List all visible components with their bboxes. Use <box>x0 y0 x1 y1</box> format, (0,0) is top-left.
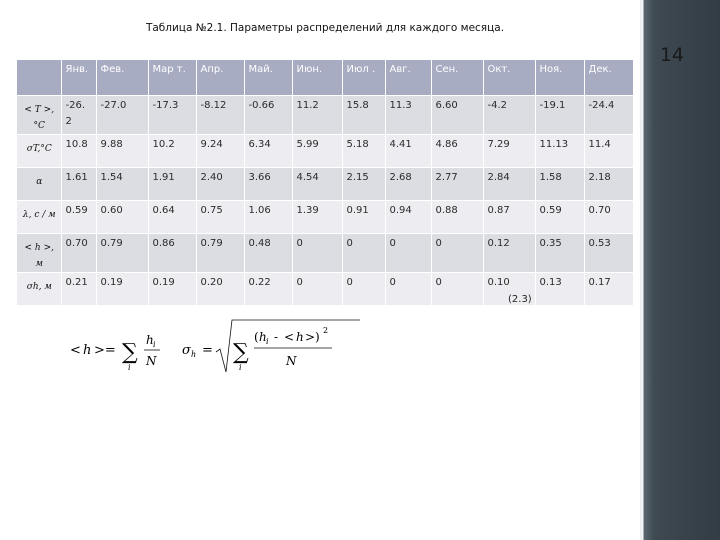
parameters-table <box>17 60 634 306</box>
table-cell: 11.3 <box>385 96 431 135</box>
equation-number: (2.3) <box>508 294 532 305</box>
svg-text:N: N <box>286 354 297 368</box>
table-cell: 0.21 <box>61 273 96 306</box>
table-cell: 0.88 <box>431 201 483 234</box>
table-cell: 2.18 <box>584 168 633 201</box>
mean-h-formula <box>70 333 160 372</box>
table-cell: 0.59 <box>61 201 96 234</box>
table-cell: 0.60 <box>96 201 148 234</box>
table-cell: 0.64 <box>148 201 196 234</box>
table-cell: 0.19 <box>96 273 148 306</box>
header-month-cell: Май. <box>244 60 292 96</box>
table-row <box>17 201 633 234</box>
header-month-cell: Сен. <box>431 60 483 96</box>
table-cell: -8.12 <box>196 96 244 135</box>
table-cell: 9.24 <box>196 135 244 168</box>
table-cell: 0.91 <box>342 201 385 234</box>
header-month-cell: Авг. <box>385 60 431 96</box>
header-month-cell: Окт. <box>483 60 535 96</box>
table-cell: 10.2 <box>148 135 196 168</box>
table-row <box>17 234 633 273</box>
table-cell: -4.2 <box>483 96 535 135</box>
row-parameter-label: σT,°C <box>17 135 61 168</box>
table-cell: -24.4 <box>584 96 633 135</box>
table-cell: 11.13 <box>535 135 584 168</box>
svg-text:∑: ∑ <box>122 340 138 365</box>
table-cell: 0 <box>292 234 342 273</box>
table-cell: 11.4 <box>584 135 633 168</box>
table-cell: -17.3 <box>148 96 196 135</box>
table-caption: Таблица №2.1. Параметры распределений для каждого месяца. <box>145 22 505 34</box>
table-cell: 4.86 <box>431 135 483 168</box>
table-row <box>17 168 633 201</box>
formula-2-3 <box>70 318 370 378</box>
table-header-row <box>17 60 633 96</box>
svg-text:-: - <box>274 330 279 344</box>
table-cell: 0.22 <box>244 273 292 306</box>
table-cell: -26. 2 <box>61 96 96 135</box>
svg-text:>): >) <box>305 330 320 344</box>
table-cell: 1.61 <box>61 168 96 201</box>
row-parameter-label: λ, с / м <box>17 201 61 234</box>
svg-text:<: < <box>284 330 295 344</box>
svg-text:h: h <box>83 343 92 358</box>
table-cell: 0.59 <box>535 201 584 234</box>
header-month-cell: Мар т. <box>148 60 196 96</box>
decorative-side-panel <box>640 0 720 540</box>
table-cell: 4.41 <box>385 135 431 168</box>
table-cell: 4.54 <box>292 168 342 201</box>
table-cell: 0.79 <box>196 234 244 273</box>
table-cell: 0 <box>431 273 483 306</box>
svg-text:i: i <box>239 363 242 372</box>
page-number: 14 <box>659 44 684 66</box>
row-parameter-label: < T >,°C <box>17 96 61 135</box>
table-cell: -27.0 <box>96 96 148 135</box>
table-cell: 0.75 <box>196 201 244 234</box>
table-cell: 6.34 <box>244 135 292 168</box>
svg-text:(: ( <box>254 330 259 344</box>
table-cell: 0.79 <box>96 234 148 273</box>
svg-text:<: < <box>70 343 81 358</box>
table-cell: 0.12 <box>483 234 535 273</box>
table-cell: 1.06 <box>244 201 292 234</box>
svg-text:h: h <box>191 350 197 359</box>
table-cell: 0.87 <box>483 201 535 234</box>
header-corner-cell <box>17 60 61 96</box>
table-cell: 0.10 <box>483 273 535 306</box>
header-month-cell: Фев. <box>96 60 148 96</box>
table-cell: 0 <box>292 273 342 306</box>
svg-text:i: i <box>153 340 156 349</box>
table-cell: 1.39 <box>292 201 342 234</box>
svg-text:N: N <box>146 354 157 368</box>
table-row <box>17 96 633 135</box>
table-cell: 6.60 <box>431 96 483 135</box>
table-cell: 2.77 <box>431 168 483 201</box>
table-cell: 0 <box>342 234 385 273</box>
table-cell: 0.70 <box>61 234 96 273</box>
table-cell: 0 <box>385 234 431 273</box>
table-cell: 3.66 <box>244 168 292 201</box>
table-row <box>17 273 633 306</box>
table-cell: 5.18 <box>342 135 385 168</box>
row-parameter-label: α <box>17 168 61 201</box>
table-row <box>17 135 633 168</box>
header-month-cell: Янв. <box>61 60 96 96</box>
svg-text:i: i <box>128 363 131 372</box>
table-cell: 0.20 <box>196 273 244 306</box>
table-cell: 0.13 <box>535 273 584 306</box>
svg-text:i: i <box>266 337 269 346</box>
table-cell: -0.66 <box>244 96 292 135</box>
header-month-cell: Апр. <box>196 60 244 96</box>
table-cell: 0.53 <box>584 234 633 273</box>
table-cell: 0.94 <box>385 201 431 234</box>
svg-text:2: 2 <box>323 326 329 335</box>
svg-text:h: h <box>259 330 267 344</box>
svg-text:∑: ∑ <box>233 340 249 365</box>
table-cell: 11.2 <box>292 96 342 135</box>
table-cell: 2.68 <box>385 168 431 201</box>
table-cell: 0 <box>385 273 431 306</box>
table-cell: 7.29 <box>483 135 535 168</box>
table-cell: 9.88 <box>96 135 148 168</box>
table-cell: 5.99 <box>292 135 342 168</box>
table-cell: 0.70 <box>584 201 633 234</box>
svg-text:h: h <box>146 333 154 347</box>
sigma-h-formula <box>182 320 360 372</box>
svg-text:>=: >= <box>94 343 116 358</box>
table-cell: -19.1 <box>535 96 584 135</box>
table-cell: 0.17 <box>584 273 633 306</box>
table-cell: 2.84 <box>483 168 535 201</box>
table-cell: 1.58 <box>535 168 584 201</box>
header-month-cell: Июл . <box>342 60 385 96</box>
header-month-cell: Июн. <box>292 60 342 96</box>
table-cell: 2.40 <box>196 168 244 201</box>
table-cell: 0.86 <box>148 234 196 273</box>
svg-text:=: = <box>202 343 213 358</box>
svg-text:h: h <box>296 330 304 344</box>
table-cell: 0.48 <box>244 234 292 273</box>
table-cell: 0.19 <box>148 273 196 306</box>
table-cell: 1.54 <box>96 168 148 201</box>
row-parameter-label: < h >, м <box>17 234 61 273</box>
table-cell: 0.35 <box>535 234 584 273</box>
header-month-cell: Дек. <box>584 60 633 96</box>
table-cell: 2.15 <box>342 168 385 201</box>
table-cell: 10.8 <box>61 135 96 168</box>
table-cell: 0 <box>431 234 483 273</box>
table-cell: 1.91 <box>148 168 196 201</box>
header-month-cell: Ноя. <box>535 60 584 96</box>
row-parameter-label: σh, м <box>17 273 61 306</box>
table-cell: 0 <box>342 273 385 306</box>
svg-text:σ: σ <box>182 343 191 358</box>
table-cell: 15.8 <box>342 96 385 135</box>
